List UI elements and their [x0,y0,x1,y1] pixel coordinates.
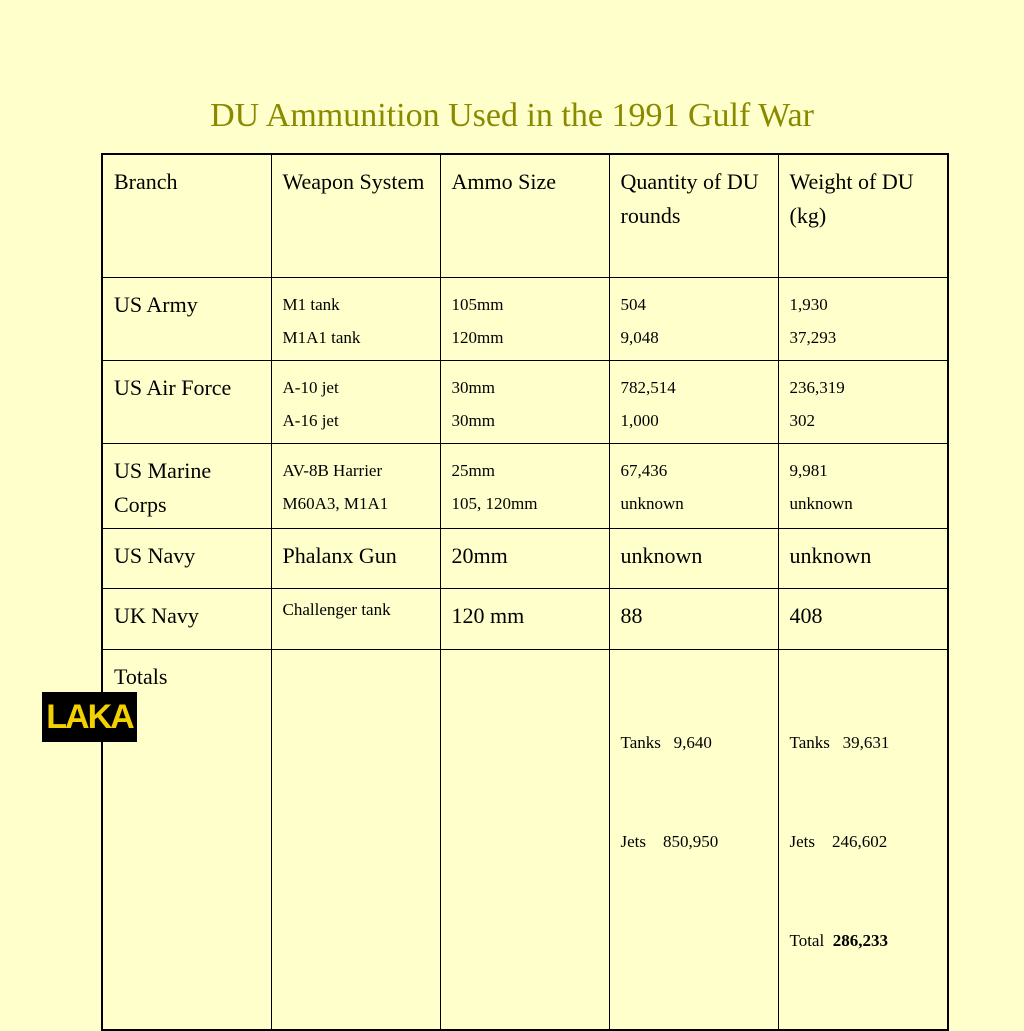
weight-line: 37,293 [789,327,837,347]
weight-line: 236,319 [789,377,845,397]
table-row [102,528,948,588]
quantity-line: unknown [620,493,684,513]
slide-title: DU Ammunition Used in the 1991 Gulf War [210,97,814,134]
header-branch: Branch [102,154,271,277]
totals-empty-cell [271,649,440,1030]
table-row [102,443,948,528]
weight-cell: 408 [778,588,948,649]
weapon-line: AV-8B Harrier [282,460,383,480]
totals-weight-tanks: Tanks 39,631 [789,732,890,752]
ammo-cell: 120 mm [440,588,609,649]
totals-quantity-tanks: Tanks 9,640 [620,732,712,752]
weapon-cell: Phalanx Gun [271,528,440,588]
totals-quantity-cell [609,649,778,1030]
totals-quantity-jets: Jets 850,950 [620,831,719,851]
quantity-line: 1,000 [620,410,659,430]
totals-weight-grand [790,924,938,957]
header-weapon-system: Weapon System [271,154,440,277]
quantity-cell [609,277,778,360]
ammo-cell [440,360,609,443]
ammo-line: 105, 120mm [451,493,538,513]
branch-cell: US Army [102,277,271,360]
weight-cell [778,277,948,360]
ammo-cell [440,443,609,528]
quantity-cell [609,443,778,528]
weight-line: 9,981 [789,460,828,480]
weight-cell [778,360,948,443]
quantity-cell: unknown [609,528,778,588]
branch-cell: UK Navy [102,588,271,649]
ammo-cell: 20mm [440,528,609,588]
du-ammunition-table [101,153,949,1031]
weapon-line: A-10 jet [282,377,339,397]
laka-logo [42,692,137,742]
weapon-cell [271,443,440,528]
weapon-line: A-16 jet [282,410,339,430]
weapon-cell [271,360,440,443]
ammo-line: 105mm [451,294,504,314]
ammo-line: 30mm [451,377,495,397]
branch-cell: US Air Force [102,360,271,443]
quantity-cell [609,360,778,443]
header-ammo-size: Ammo Size [440,154,609,277]
logo-text: LAKA [46,698,133,736]
branch-cell: US Marine Corps [102,443,271,528]
totals-label: Totals [102,649,271,1030]
header-weight: Weight of DU (kg) [778,154,948,277]
table-header-row [102,154,948,277]
quantity-line: 504 [620,294,646,314]
ammo-line: 120mm [451,327,504,347]
totals-weight-cell [778,649,948,1030]
table-row [102,360,948,443]
weight-cell [778,443,948,528]
weapon-line: M1A1 tank [282,327,361,347]
weight-line: unknown [789,493,853,513]
ammo-line: 30mm [451,410,495,430]
header-quantity: Quantity of DU rounds [609,154,778,277]
totals-row [102,649,948,1030]
quantity-line: 67,436 [620,460,668,480]
weapon-cell: Challenger tank [271,588,440,649]
weight-line: 1,930 [789,294,828,314]
totals-weight-jets: Jets 246,602 [789,831,888,851]
weight-cell: unknown [778,528,948,588]
totals-empty-cell [440,649,609,1030]
quantity-line: 782,514 [620,377,676,397]
weapon-line: M60A3, M1A1 [282,493,389,513]
total-value: 286,233 [832,930,888,950]
ammo-cell [440,277,609,360]
branch-cell: US Navy [102,528,271,588]
table-row [102,588,948,649]
weapon-cell [271,277,440,360]
table-row [102,277,948,360]
quantity-line: 9,048 [620,327,659,347]
ammo-line: 25mm [451,460,495,480]
quantity-cell: 88 [609,588,778,649]
weapon-line: M1 tank [282,294,340,314]
total-label: Total [789,930,825,950]
weight-line: 302 [789,410,815,430]
